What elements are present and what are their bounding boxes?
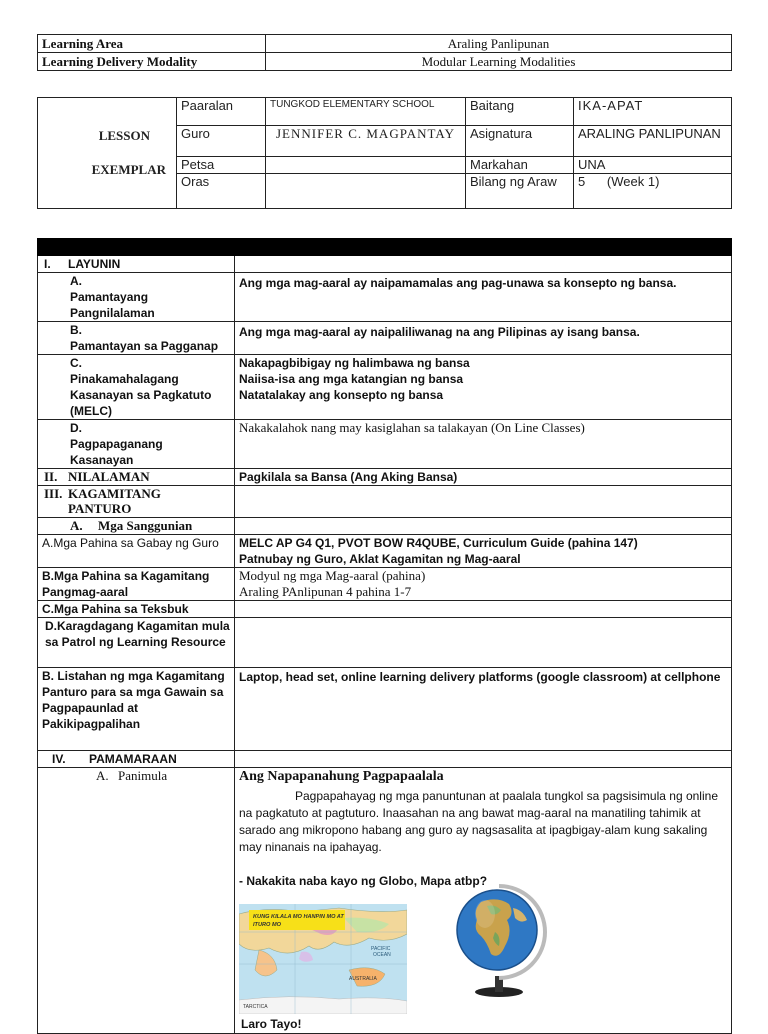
sanggunian-heading: Mga Sanggunian xyxy=(98,518,193,533)
paaralan-label: Paaralan xyxy=(177,98,266,126)
panimula-heading: Panimula xyxy=(118,768,168,783)
nilalaman-row xyxy=(38,469,732,486)
pamamaraan-heading: PAMAMARAAN xyxy=(89,752,177,766)
nilalaman-number: II. xyxy=(44,469,58,484)
karagdagan-row xyxy=(38,618,732,668)
c-label: Pinakamahalagang Kasanayan sa Pagkatuto (MELC) xyxy=(70,372,212,418)
c-value-3: Natatalakay ang konsepto ng bansa xyxy=(239,388,444,402)
map-label-ocean: OCEAN xyxy=(373,952,391,958)
lesson-word: LESSON xyxy=(98,128,150,143)
pamamaraan-number: IV. xyxy=(52,752,66,766)
kagamitang-label: B.Mga Pahina sa Kagamitang Pangmag-aaral xyxy=(38,568,235,601)
laro-tayo-text: Laro Tayo! xyxy=(241,1017,302,1031)
sanggunian-row xyxy=(38,518,732,535)
layunin-heading: LAYUNIN xyxy=(68,257,121,271)
teksbuk-label: C.Mga Pahina sa Teksbuk xyxy=(38,601,235,618)
lesson-info-table xyxy=(37,97,732,209)
panimula-title: Ang Napapanahung Pagpapaalala xyxy=(239,769,444,784)
question-text: - Nakakita naba kayo ng Globo, Mapa atbp? xyxy=(239,874,488,888)
lesson-exemplar-title xyxy=(38,98,177,209)
map-label-pacific: PACIFIC xyxy=(371,946,391,952)
bilang-label: Bilang ng Araw xyxy=(466,174,574,209)
asignatura-label: Asignatura xyxy=(466,126,574,157)
kagamitan-row xyxy=(38,486,732,518)
karagdagan-label: D.Karagdagang Kagamitan mula sa Patrol ng Learning Resource xyxy=(38,618,235,668)
listahan-label: B. Listahan ng mga Kagamitang Panturo para sa mga Gawain sa Pagpapaunlad at Pakikipagpalihan xyxy=(38,668,235,751)
guro-value: JENNIFER C. MAGPANTAY xyxy=(266,126,466,157)
a-letter: A. xyxy=(70,274,82,288)
world-map-image xyxy=(239,904,407,1014)
row-a xyxy=(38,273,732,322)
row-c xyxy=(38,355,732,420)
d-letter: D. xyxy=(70,421,82,435)
row-d xyxy=(38,420,732,469)
guro-label: Guro xyxy=(177,126,266,157)
sanggunian-letter: A. xyxy=(70,518,83,533)
baitang-value: IKA-APAT xyxy=(574,98,732,126)
kagamitan-heading: KAGAMITANG PANTURO xyxy=(68,486,161,516)
a-value: Ang mga mag-aaral ay naipamamalas ang pag-unawa sa konsepto ng bansa. xyxy=(235,273,732,322)
c-value-1: Nakapagbibigay ng halimbawa ng bansa xyxy=(239,356,470,370)
kagamitang-row xyxy=(38,568,732,601)
b-label: Pamantayan sa Pagganap xyxy=(70,339,219,353)
a-label: Pamantayang Pangnilalaman xyxy=(70,290,155,320)
oras-value xyxy=(266,174,466,209)
nilalaman-value: Pagkilala sa Bansa (Ang Aking Bansa) xyxy=(235,469,732,486)
paaralan-value: TUNGKOD ELEMENTARY SCHOOL xyxy=(266,98,466,126)
baitang-label: Baitang xyxy=(466,98,574,126)
map-caption-1: KUNG KILALA MO HANPIN MO AT xyxy=(253,914,344,920)
d-value: Nakakalahok nang may kasiglahan sa talakayan (On Line Classes) xyxy=(235,420,732,469)
d-label: Pagpapaganang Kasanayan xyxy=(70,437,163,467)
oras-label: Oras xyxy=(177,174,266,209)
kagamitang-value-2: Araling PAnlipunan 4 pahina 1-7 xyxy=(239,584,412,599)
header-table xyxy=(37,34,732,71)
gabay-label: A.Mga Pahina sa Gabay ng Guro xyxy=(38,535,235,568)
panimula-row xyxy=(38,768,732,1034)
kagamitang-value-1: Modyul ng mga Mag-aaral (pahina) xyxy=(239,568,426,583)
c-value-2: Naiisa-isa ang mga katangian ng bansa xyxy=(239,372,464,386)
gabay-value-1: MELC AP G4 Q1, PVOT BOW R4QUBE, Curriculum Guide (pahina 147) xyxy=(239,536,638,550)
globe-image xyxy=(451,880,547,998)
row-b xyxy=(38,322,732,355)
markahan-value: UNA xyxy=(574,157,732,174)
header-bar xyxy=(38,239,732,256)
modality-value: Modular Learning Modalities xyxy=(266,53,732,71)
listahan-row xyxy=(38,668,732,751)
exemplar-word: EXEMPLAR xyxy=(91,162,166,177)
b-letter: B. xyxy=(70,323,82,337)
lesson-plan-table xyxy=(37,238,732,1034)
petsa-label: Petsa xyxy=(177,157,266,174)
panimula-paragraph: Pagpapahayag ng mga panuntunan at paalala tungkol sa pagsisimula ng online na pagkatuto at pagtuturo. Inaasahan na ang bawat mag-aaral na manatiling tahimik at sarado ang mikropono habang ang guro ay nagsasalita at ipagbigay-alam kung sakaling may ninanais na ipahayag. xyxy=(239,789,718,854)
kagamitan-number: III. xyxy=(44,486,63,501)
map-label-antarctica: TARCTICA xyxy=(243,1004,268,1010)
learning-area-label: Learning Area xyxy=(38,35,266,53)
markahan-label: Markahan xyxy=(466,157,574,174)
gabay-row xyxy=(38,535,732,568)
petsa-value xyxy=(266,157,466,174)
panimula-letter: A. xyxy=(96,768,109,783)
nilalaman-heading: NILALAMAN xyxy=(68,469,150,484)
c-letter: C. xyxy=(70,356,82,370)
layunin-number: I. xyxy=(44,257,51,271)
map-caption-2: ITURO MO xyxy=(253,922,281,928)
gabay-value-2: Patnubay ng Guro, Aklat Kagamitan ng Mag-aaral xyxy=(239,552,521,566)
b-value: Ang mga mag-aaral ay naipaliliwanag na ang Pilipinas ay isang bansa. xyxy=(235,322,732,355)
layunin-row xyxy=(38,256,732,273)
pamamaraan-row xyxy=(38,751,732,768)
listahan-value: Laptop, head set, online learning delivery platforms (google classroom) at cellphone xyxy=(235,668,732,751)
map-label-australia: AUSTRALIA xyxy=(349,976,377,982)
modality-label: Learning Delivery Modality xyxy=(38,53,266,71)
world-map-icon xyxy=(239,904,407,1014)
asignatura-value: ARALING PANLIPUNAN xyxy=(574,126,732,157)
globe-icon xyxy=(451,880,547,998)
teksbuk-row xyxy=(38,601,732,618)
bilang-value: 5 (Week 1) xyxy=(574,174,732,209)
modality-row xyxy=(38,53,732,71)
learning-area-row xyxy=(38,35,732,53)
learning-area-value: Araling Panlipunan xyxy=(266,35,732,53)
